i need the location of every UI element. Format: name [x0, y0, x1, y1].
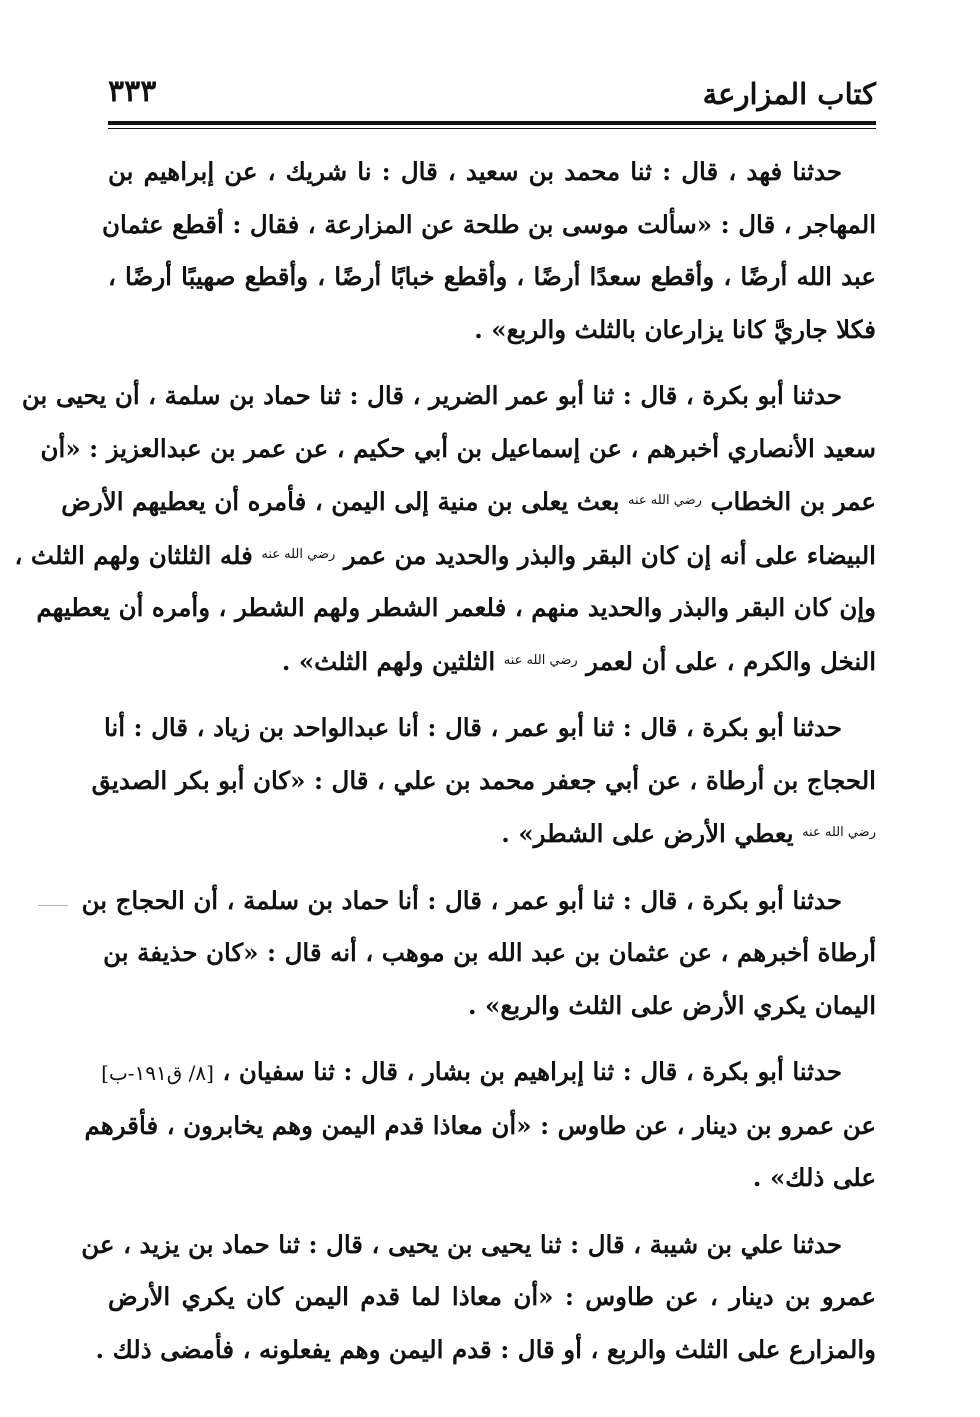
- text-line: عن عمرو بن دينار ، عن طاوس : «أن معاذا قدم اليمن وهم يخابرون ، فأقرهم: [84, 1110, 876, 1140]
- text-line: [61, 475, 876, 529]
- margin-mark: [38, 905, 68, 906]
- text-line: على ذلك» .: [752, 1163, 876, 1192]
- text-line: حدثنا علي بن شيبة ، قال : ثنا يحيى بن يحيى ، قال : ثنا حماد بن يزيد ، عن: [81, 1229, 842, 1259]
- text-line: [108, 807, 876, 861]
- text-line: عمرو بن دينار ، عن طاوس : «أن معاذا لما قدم اليمن كان يكري الأرض: [108, 1282, 876, 1311]
- text-line: حدثنا أبو بكرة ، قال : ثنا أبو عمر الضرير ، قال : ثنا حماد بن سلمة ، أن يحيى بن: [21, 381, 842, 410]
- text-segment: البيضاء على أنه إن كان البقر والبذر والحديد من عمر: [343, 540, 876, 570]
- page-number: ٣٣٣: [108, 74, 157, 109]
- paragraph-6: [81, 1219, 876, 1377]
- page-text: [14, 146, 876, 1390]
- text-line: اليمان يكري الأرض على الثلث والربع» .: [467, 990, 876, 1020]
- text-line: المهاجر ، قال : «سألت موسى بن طلحة عن المزارعة ، فقال : أقطع عثمان: [101, 209, 876, 239]
- paragraph-5: [84, 1046, 876, 1205]
- header-rule-thick: [108, 121, 876, 125]
- folio-reference: [٨/ ق١٩١-ب]: [101, 1061, 214, 1085]
- text-line: [101, 1046, 876, 1100]
- text-segment: يعطي الأرض على الشطر» .: [501, 819, 794, 848]
- paragraph-1: [101, 146, 876, 356]
- paragraph-2: [14, 370, 876, 688]
- page-header: [108, 70, 876, 118]
- text-segment: فله الثلثان ولهم الثلث ،: [14, 540, 253, 570]
- text-line: فكلا جاريَّ كانا يزارعان بالثلث والربع» .: [474, 314, 876, 344]
- paragraph-4: [81, 875, 876, 1033]
- text-segment: بعث يعلى بن منية إلى اليمن ، فأمره أن يعطيهم الأرض: [61, 487, 620, 516]
- text-line: الحجاج بن أرطاة ، عن أبي جعفر محمد بن علي ، قال : «كان أبو بكر الصديق: [91, 765, 876, 795]
- text-line: عبد الله أرضًا ، وأقطع سعدًا أرضًا ، وأقطع خبابًا أرضًا ، وأقطع صهيبًا أرضًا ،: [108, 262, 876, 291]
- text-line: [108, 635, 876, 689]
- header-rule-thin: [108, 128, 876, 129]
- honorific-mark: رضي الله عنه: [628, 493, 702, 508]
- text-line: سعيد الأنصاري أخبرهم ، عن إسماعيل بن أبي حكيم ، عن عمر بن عبدالعزيز : «أن: [40, 433, 876, 463]
- text-segment: الثلثين ولهم الثلث» .: [281, 646, 496, 676]
- honorific-mark: رضي الله عنه: [802, 825, 876, 840]
- text-line: والمزارع على الثلث والربع ، أو قال : قدم اليمن وهم يفعلونه ، فأمضى ذلك .: [95, 1334, 876, 1364]
- text-line: حدثنا فهد ، قال : ثنا محمد بن سعيد ، قال : نا شريك ، عن إبراهيم بن: [108, 157, 842, 186]
- honorific-mark: رضي الله عنه: [261, 546, 336, 562]
- text-line: أرطاة أخبرهم ، عن عثمان بن عبد الله بن موهب ، أنه قال : «كان حذيفة بن: [103, 938, 876, 967]
- text-line: [14, 529, 876, 583]
- text-line: حدثنا أبو بكرة ، قال : ثنا أبو عمر ، قال : أنا حماد بن سلمة ، أن الحجاج بن: [81, 885, 842, 915]
- honorific-mark: رضي الله عنه: [503, 652, 578, 668]
- running-title: كتاب المزارعة: [702, 77, 876, 111]
- text-segment: النخل والكرم ، على أن لعمر: [586, 646, 876, 676]
- text-segment: حدثنا أبو بكرة ، قال : ثنا إبراهيم بن بشار ، قال : ثنا سفيان ،: [222, 1057, 842, 1086]
- text-line: حدثنا أبو بكرة ، قال : ثنا أبو عمر ، قال : أنا عبدالواحد بن زياد ، قال : أنا: [103, 713, 842, 742]
- text-segment: عمر بن الخطاب: [710, 487, 876, 516]
- text-line: وإن كان البقر والبذر والحديد منهم ، فلعمر الشطر ولهم الشطر ، وأمره أن يعطيهم: [36, 593, 876, 622]
- paragraph-3: [91, 702, 876, 861]
